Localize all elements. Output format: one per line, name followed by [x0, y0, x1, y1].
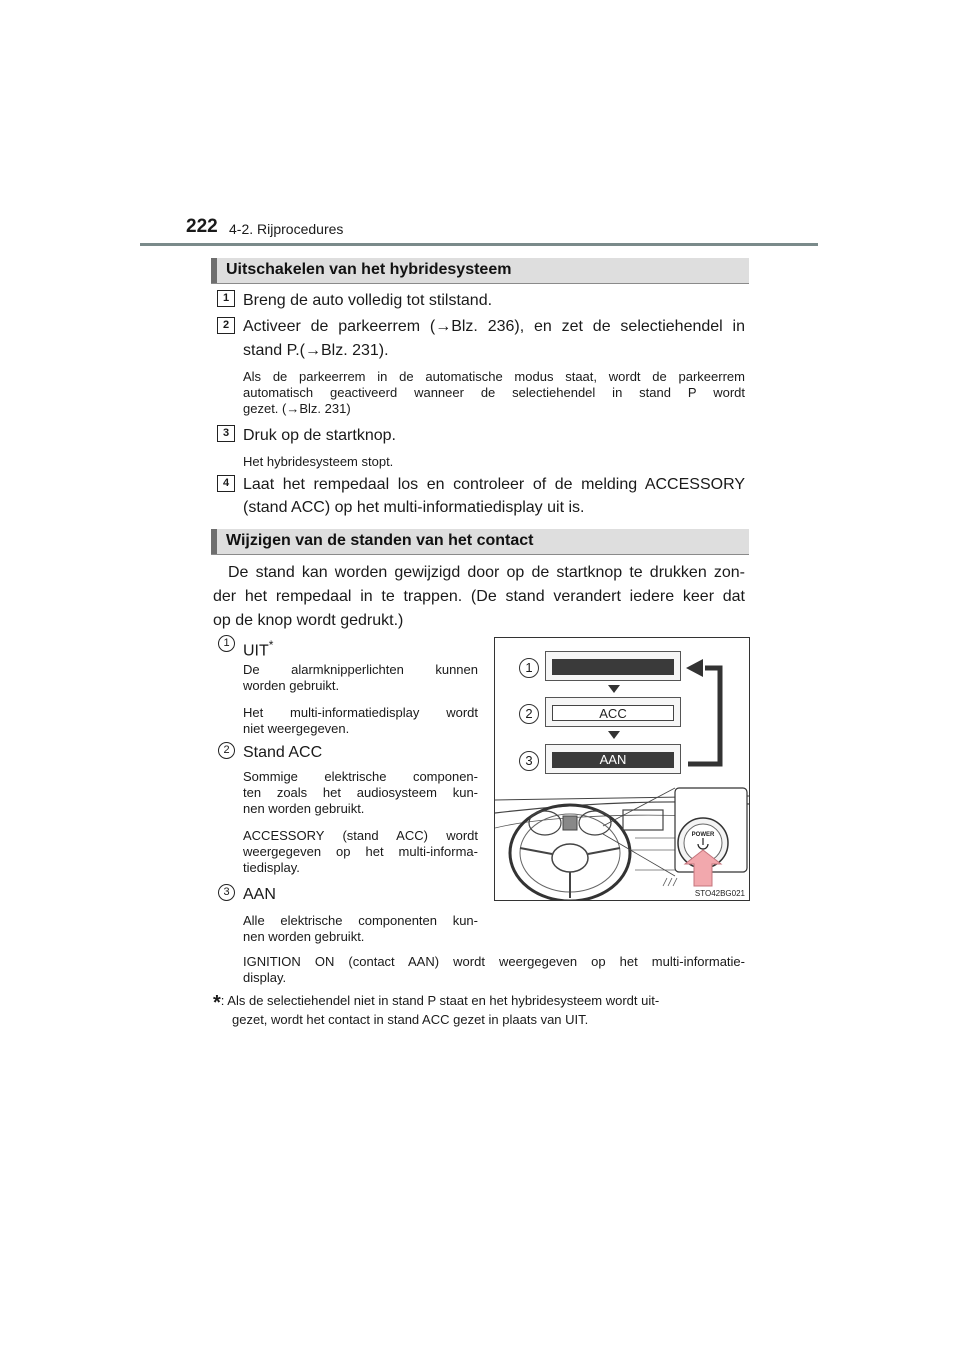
step-number: 3 [217, 425, 235, 442]
footnote-mark: * [213, 992, 221, 1014]
section-title: Uitschakelen van het hybridesysteem [226, 261, 512, 278]
section-title: Wijzigen van de standen van het contact [226, 532, 534, 549]
down-arrow-icon [608, 685, 620, 693]
note-text: nen worden gebruikt. [243, 929, 365, 944]
figure-label: 2 [519, 704, 539, 724]
figure-label: 3 [519, 751, 539, 771]
note-text: IGNITION ON (contact AAN) wordt weergegeven op het multi-informatie- [243, 954, 745, 969]
item-number: 3 [218, 884, 235, 901]
running-header: 4-2. Rijprocedures [229, 221, 344, 237]
note-text: nen worden gebruikt. [243, 801, 365, 816]
figure-label: 1 [519, 658, 539, 678]
item-label: Stand ACC [243, 744, 323, 761]
note-text: Als de parkeerrem in de automatische modus staat, wordt de parkeerrem [243, 369, 745, 384]
figure-drawing [495, 638, 749, 900]
note-text: niet weergegeven. [243, 721, 350, 736]
item-label: UIT* [243, 638, 274, 660]
heading-accent-bar [211, 529, 217, 554]
footnote: gezet, wordt het contact in stand ACC gezet in plaats van UIT. [232, 1012, 589, 1027]
step-text: stand P.(→Blz. 231). [243, 342, 389, 359]
note-text: gezet. (→Blz. 231) [243, 401, 351, 416]
display-on: AAN [552, 752, 674, 768]
note-text: Alle elektrische componenten kun- [243, 913, 478, 928]
note-text: tiedisplay. [243, 860, 300, 875]
note-text: Sommige elektrische componen- [243, 769, 478, 784]
step-text: Breng de auto volledig tot stilstand. [243, 292, 493, 309]
intro-text: De stand kan worden gewijzigd door op de startknop te drukken zon- [228, 564, 745, 581]
note-text: Het multi-informatiedisplay wordt [243, 705, 478, 720]
note-text: ACCESSORY (stand ACC) wordt [243, 828, 478, 843]
power-switch-illustration [494, 637, 750, 901]
note-text: weergegeven op het multi-informa- [243, 844, 478, 859]
heading-accent-bar [211, 258, 217, 283]
section-heading [211, 258, 749, 284]
display-acc: ACC [552, 705, 674, 721]
note-text: ten zoals het audiosysteem kun- [243, 785, 478, 800]
cycle-arrowhead-icon [686, 659, 703, 677]
step-text: Druk op de startknop. [243, 427, 396, 444]
item-number: 2 [218, 742, 235, 759]
step-number: 1 [217, 290, 235, 307]
item-number: 1 [218, 635, 235, 652]
page-number: 222 [186, 216, 218, 237]
note-text: Het hybridesysteem stopt. [243, 454, 394, 469]
header-rule [140, 243, 818, 246]
step-number: 4 [217, 475, 235, 492]
step-text: Laat het rempedaal los en controleer of de melding ACCESSORY [243, 476, 745, 493]
center-display-icon [623, 810, 663, 830]
footnote-mark: * [268, 638, 274, 652]
cycle-arrow-icon [688, 668, 720, 764]
intro-text: op de knop wordt gedrukt.) [213, 612, 404, 629]
section-heading [211, 529, 749, 555]
figure-code: STO42BG021 [694, 889, 745, 898]
step-number: 2 [217, 317, 235, 334]
item-label: AAN [243, 886, 276, 903]
step-text: Activeer de parkeerrem (→Blz. 236), en zet de selectiehendel in [243, 318, 745, 335]
down-arrow-icon [608, 731, 620, 739]
note-text: De alarmknipperlichten kunnen [243, 662, 478, 677]
power-button-label: POWER [691, 832, 715, 838]
footnote: *: Als de selectiehendel niet in stand P staat en het hybridesysteem wordt uit- [213, 992, 660, 1014]
note-text: automatisch geactiveerd wanneer de selectiehendel in stand P wordt [243, 385, 745, 400]
note-text: worden gebruikt. [243, 678, 340, 693]
note-text: display. [243, 970, 287, 985]
intro-text: der het rempedaal in te trappen. (De stand verandert iedere keer dat [213, 588, 745, 605]
step-text: (stand ACC) op het multi-informatiedisplay uit is. [243, 499, 585, 516]
